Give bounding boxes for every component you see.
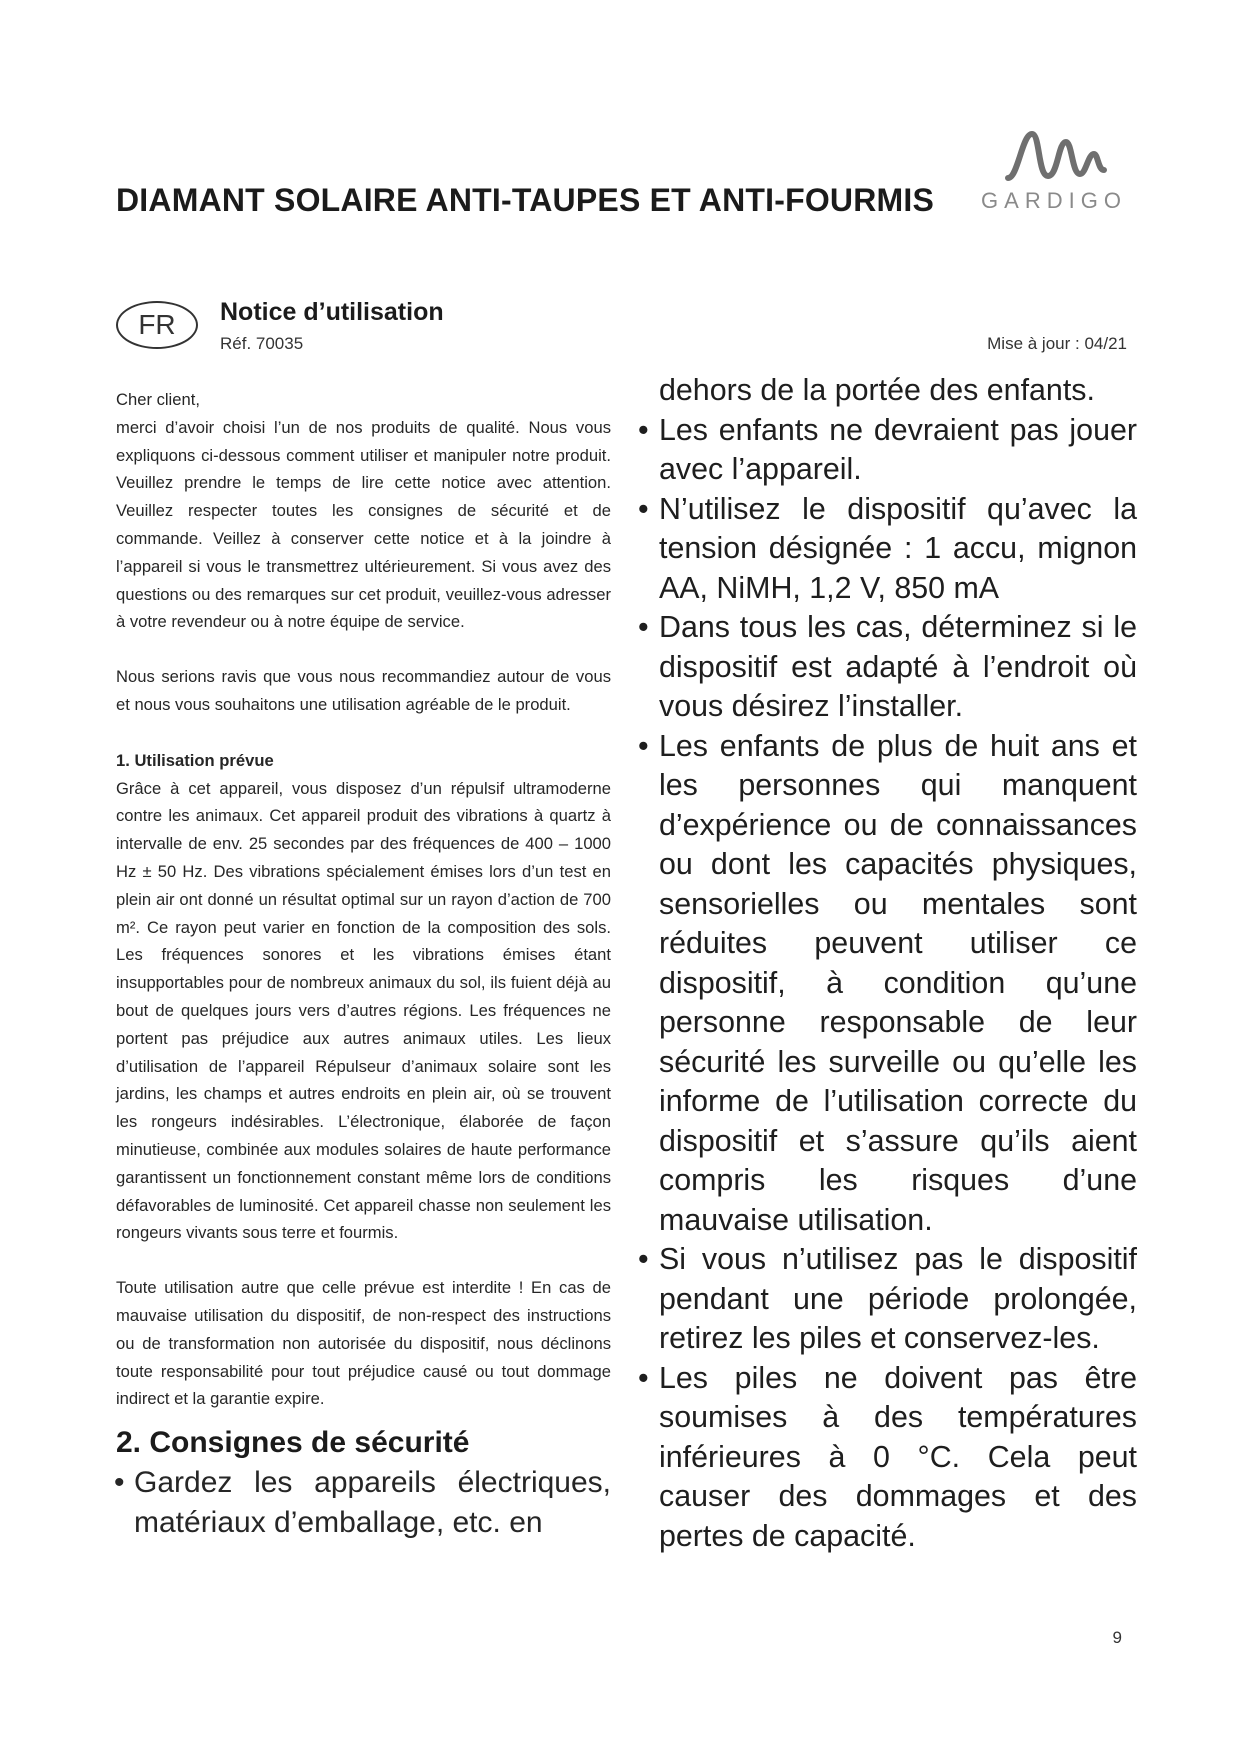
list-item: • Les piles ne doivent pas être soumises à des températures inférieures à 0 °C. Cela peut causer des dommages et des pertes de capacité. (637, 1359, 1137, 1557)
brand-name: GARDIGO (981, 188, 1127, 213)
prohibited-use-paragraph: Toute utilisation autre que celle prévue est interdite ! En cas de mauvaise utilisation du dispositif, de non-respect des instructions ou de transformation non autorisée du dispositif, nous déclinons toute responsabilité pour tout préjudice causé ou tout dommage indirect et la garantie expire. (116, 1278, 611, 1409)
wave-logo-icon (1000, 126, 1110, 186)
document-title: DIAMANT SOLAIRE ANTI-TAUPES ET ANTI-FOURMIS (116, 182, 935, 218)
list-item: • Gardez les appareils électriques, matériaux d’emballage, etc. en (116, 1463, 611, 1543)
list-item-continuation: dehors de la portée des enfants. (659, 373, 1095, 407)
list-item: • Si vous n’utilisez pas le dispositif pendant une période prolongée, retirez les piles et conservez-les. (637, 1240, 1137, 1359)
section2-heading: 2. Consignes de sécurité (116, 1426, 470, 1460)
safety-list (637, 411, 1137, 1557)
right-column (637, 371, 1137, 1556)
notice-title: Notice d’utilisation (220, 298, 444, 326)
list-item: • Les enfants ne devraient pas jouer avec l’appareil. (637, 411, 1137, 490)
recommendation-paragraph: Nous serions ravis que vous nous recommandiez autour de vous et nous vous souhaitons une utilisation agréable de le produit. (116, 667, 611, 714)
list-item: • N’utilisez le dispositif qu’avec la tension désignée : 1 accu, mignon AA, NiMH, 1,2 V, 850 mA (637, 490, 1137, 609)
list-item: • Les enfants de plus de huit ans et les personnes qui manquent d’expérience ou de connaissances ou dont les capacités physiques, sensorielles ou mentales sont réduites peuvent utiliser ce dispositif, à condition qu’une personne responsable de leur sécurité les surveille ou qu’elle les informe de l’utilisation correcte du dispositif et s’assure qu’ils aient compris les risques d’une mauvaise utilisation. (637, 727, 1137, 1241)
page-number: 9 (1112, 1628, 1122, 1647)
update-date: Mise à jour : 04/21 (987, 334, 1127, 353)
safety-list-start (116, 1463, 611, 1543)
reference-number: Réf. 70035 (220, 334, 304, 353)
section1-heading: 1. Utilisation prévue (116, 750, 274, 770)
list-item: • Dans tous les cas, déterminez si le dispositif est adapté à l’endroit où vous désirez l’installer. (637, 608, 1137, 727)
left-column (116, 386, 611, 1543)
language-badge: FR (116, 301, 198, 349)
greeting: Cher client, (116, 390, 200, 409)
intended-use-paragraph: Grâce à cet appareil, vous disposez d’un répulsif ultramoderne contre les animaux. Cet appareil produit des vibrations à quartz à intervalle de env. 25 secondes par des fréquences de 400 – 1000 Hz ± 50 Hz. Des vibrations spécialement émises lors d’un test en plein air ont donné un résultat optimal sur un rayon d’action de 700 m². Ce rayon peut varier en fonction de la composition des sols. Les fréquences sonores et les vibrations émises étant insupportables pour de nombreux animaux du sol, ils fuient déjà au bout de quelques jours vers d’autres régions. Les fréquences ne portent pas préjudice aux autres animaux utiles. Les lieux d’utilisation de l’appareil Répulseur d’animaux solaire sont les jardins, les champs et autres endroits en plein air, où se trouvent les rongeurs indésirables. L’électronique, élaborée de façon minutieuse, combinée aux modules solaires de haute performance garantissent un fonctionnement constant même lors de conditions défavorables de luminosité. Cet appareil chasse non seulement les rongeurs vivants sous terre et fourmis. (116, 778, 611, 1243)
brand-logo (980, 126, 1128, 218)
intro-paragraph: merci d’avoir choisi l’un de nos produits de qualité. Nous vous expliquons ci-dessous comment utiliser et manipuler notre produit. Veuillez prendre le temps de lire cette notice avec attention. Veuillez respecter toutes les consignes de sécurité et de commande. Veillez à conserver cette notice et à la joindre à l’appareil si vous le transmettrez ultérieurement. Si vous avez des questions ou des remarques sur cet produit, veuillez-vous adresser à votre revendeur ou à notre équipe de service. (116, 417, 611, 632)
